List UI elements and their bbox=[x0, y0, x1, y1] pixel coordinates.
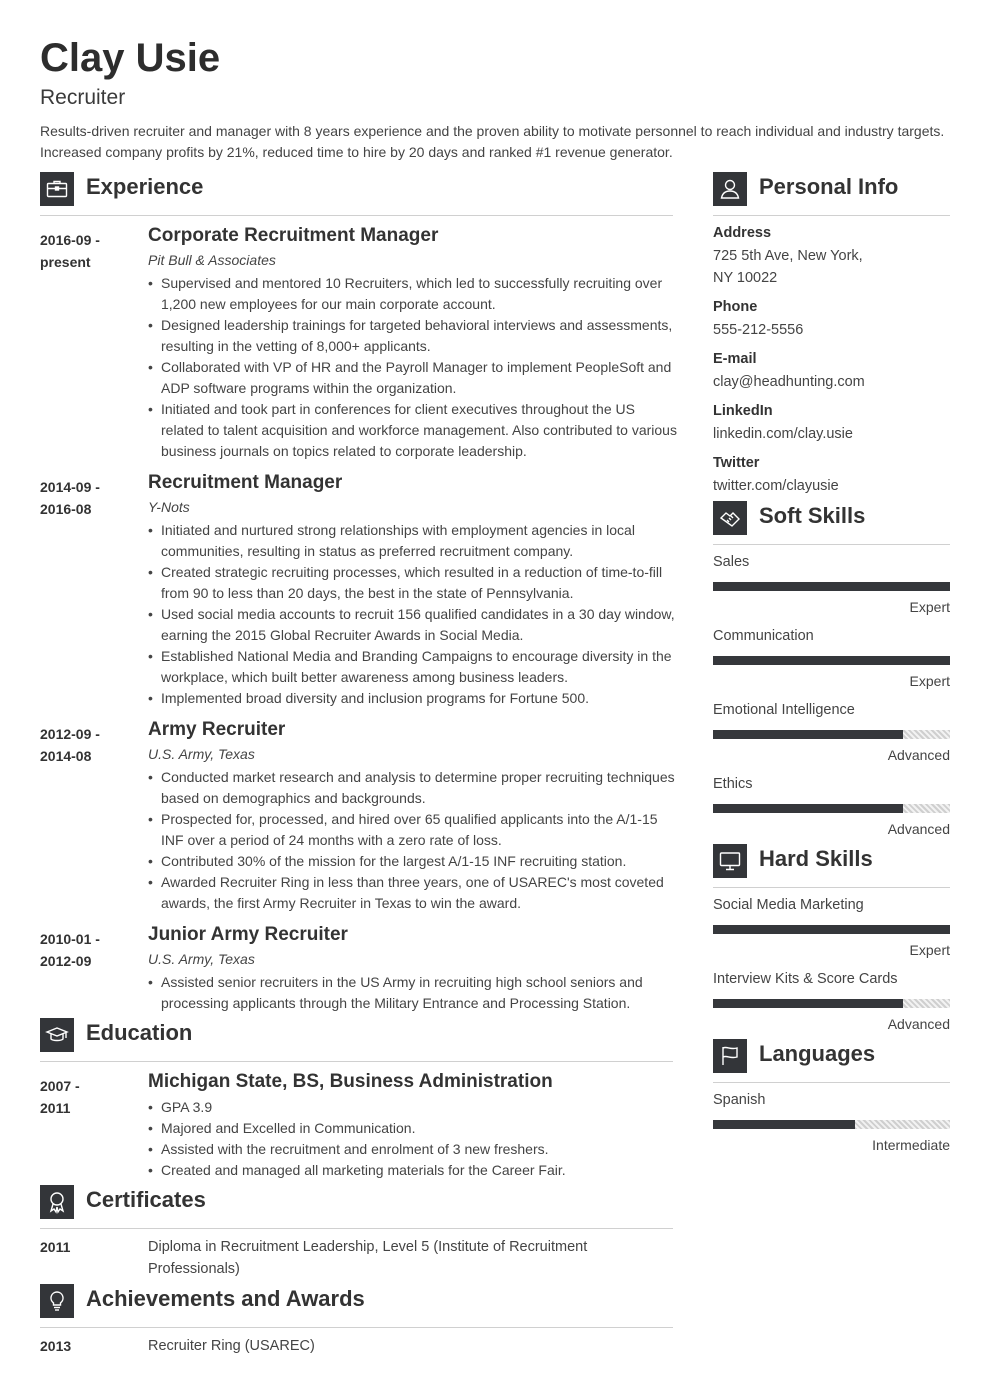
bullet: • Prospected for, processed, and hired over 65 qualified applicants into the A/1-15 INF over a period of 24 months with a zero rate of loss. bbox=[148, 809, 678, 851]
education-heading bbox=[40, 1018, 673, 1054]
bullet: • Used social media accounts to recruit 156 qualified candidates in a 30 day window, earning the 2015 Global Recruiter Awards in Social Media. bbox=[148, 604, 678, 646]
skill-level: Advanced bbox=[887, 1016, 950, 1032]
experience-rule bbox=[40, 215, 673, 216]
personal-info-heading bbox=[713, 172, 950, 208]
language-bar bbox=[713, 1120, 950, 1129]
twitter-value: twitter.com/clayusie bbox=[713, 478, 839, 494]
candidate-name: Clay Usie bbox=[40, 36, 221, 80]
skill-bar-fill bbox=[713, 656, 950, 665]
skill-bar bbox=[713, 999, 950, 1008]
user-icon bbox=[713, 172, 747, 206]
bullet: • Assisted senior recruiters in the US Army in recruiting high school seniors and processing applicants through the Military Entrance and Processing Station. bbox=[148, 972, 678, 1014]
job-bullets bbox=[148, 972, 678, 1014]
personal-info-title: Personal Info bbox=[759, 174, 899, 199]
flag-icon bbox=[713, 1039, 747, 1073]
date-start: 2014-09 - bbox=[40, 479, 100, 495]
skill-name: Communication bbox=[713, 628, 814, 644]
achievement-text: Recruiter Ring (USAREC) bbox=[148, 1338, 315, 1354]
personal-info-rule bbox=[713, 215, 950, 216]
bullet: • Conducted market research and analysis to determine proper recruiting techniques based on demographics and backgrounds. bbox=[148, 767, 678, 809]
skill-bar-fill bbox=[713, 582, 950, 591]
certificates-rule bbox=[40, 1228, 673, 1229]
languages-title: Languages bbox=[759, 1041, 876, 1066]
address-label: Address bbox=[713, 225, 772, 241]
skill-bar-fill bbox=[713, 999, 903, 1008]
job-bullets bbox=[148, 767, 678, 914]
company-name: Y-Nots bbox=[148, 499, 190, 515]
skill-name: Interview Kits & Score Cards bbox=[713, 971, 898, 987]
job-title: Recruitment Manager bbox=[148, 472, 343, 493]
hard-skills-title: Hard Skills bbox=[759, 846, 873, 871]
skill-level: Expert bbox=[909, 942, 950, 958]
experience-heading bbox=[40, 172, 673, 208]
company-name: Pit Bull & Associates bbox=[148, 252, 276, 268]
entry-date bbox=[40, 928, 140, 972]
soft-skills-list bbox=[713, 554, 950, 844]
skill-level: Expert bbox=[909, 599, 950, 615]
skill-level: Advanced bbox=[887, 747, 950, 763]
certificates-heading bbox=[40, 1185, 673, 1221]
bullet: • Awarded Recruiter Ring in less than three years, one of USAREC's most coveted awards, the first Army Recruiter in Texas to win the award. bbox=[148, 872, 678, 914]
phone-label: Phone bbox=[713, 299, 758, 315]
address-line2: NY 10022 bbox=[713, 270, 778, 286]
award-ribbon-icon bbox=[40, 1185, 74, 1219]
date-start: 2010-01 - bbox=[40, 931, 100, 947]
skill-level: Advanced bbox=[887, 821, 950, 837]
personal-info bbox=[713, 225, 950, 495]
education-bullets bbox=[148, 1097, 678, 1181]
bullet: • Assisted with the recruitment and enrolment of 3 new freshers. bbox=[148, 1139, 678, 1160]
education-rule bbox=[40, 1061, 673, 1062]
briefcase-icon bbox=[40, 172, 74, 206]
handshake-icon bbox=[713, 501, 747, 535]
entry-date bbox=[40, 723, 140, 767]
phone-value: 555-212-5556 bbox=[713, 322, 804, 338]
bullet: • Contributed 30% of the mission for the largest A/1-15 INF recruiting station. bbox=[148, 851, 678, 872]
bullet: • Supervised and mentored 10 Recruiters, which led to successfully recruiting over 1,200 new employees for our main corporate account. bbox=[148, 273, 678, 315]
bullet: • Created and managed all marketing materials for the Career Fair. bbox=[148, 1160, 678, 1181]
graduation-cap-icon bbox=[40, 1018, 74, 1052]
skill-bar bbox=[713, 925, 950, 934]
job-title: Army Recruiter bbox=[148, 719, 286, 740]
skill-bar bbox=[713, 582, 950, 591]
skill-name: Sales bbox=[713, 554, 750, 570]
achievements-title: Achievements and Awards bbox=[86, 1286, 365, 1311]
bullet: • Designed leadership trainings for targeted behavioral interviews and assessments, resulting in the vetting of 8,000+ applicants. bbox=[148, 315, 678, 357]
skill-bar-fill bbox=[713, 925, 950, 934]
education-title: Education bbox=[86, 1020, 193, 1045]
certificate-text: Diploma in Recruitment Leadership, Level 5 (Institute of Recruitment Professionals) bbox=[148, 1239, 588, 1277]
summary: Results-driven recruiter and manager with 8 years experience and the proven ability to motivate personnel to reach individual and industry targets. Increased company profits by 21%, reduced time to hire by 20 days and ranked #1 revenue generator. bbox=[40, 123, 945, 160]
languages-rule bbox=[713, 1082, 950, 1083]
skill-bar bbox=[713, 656, 950, 665]
lightbulb-icon bbox=[40, 1284, 74, 1318]
job-bullets bbox=[148, 520, 678, 709]
job-title: Corporate Recruitment Manager bbox=[148, 225, 439, 246]
language-bar-fill bbox=[713, 1120, 855, 1129]
skill-level: Expert bbox=[909, 673, 950, 689]
skill-bar bbox=[713, 730, 950, 739]
bullet: • Initiated and took part in conferences for client executives throughout the US related to talent acquisition and workforce management. Also contributed to various business journals on topics related to corporate leadership. bbox=[148, 399, 678, 462]
date-end: 2016-08 bbox=[40, 501, 92, 517]
bullet: • Implemented broad diversity and inclusion programs for Fortune 500. bbox=[148, 688, 678, 709]
certificates-title: Certificates bbox=[86, 1187, 206, 1212]
company-name: U.S. Army, Texas bbox=[148, 746, 255, 762]
soft-skills-rule bbox=[713, 544, 950, 545]
degree-title: Michigan State, BS, Business Administration bbox=[148, 1071, 553, 1092]
date-end: present bbox=[40, 254, 91, 270]
date-end: 2011 bbox=[40, 1100, 71, 1116]
entry-date bbox=[40, 229, 140, 273]
candidate-title: Recruiter bbox=[40, 86, 126, 109]
language-level: Intermediate bbox=[872, 1137, 950, 1153]
bullet: • Initiated and nurtured strong relationships with employment agencies in local communities, resulting in status as preferred recruitment company. bbox=[148, 520, 678, 562]
date-start: 2012-09 - bbox=[40, 726, 100, 742]
soft-skills-title: Soft Skills bbox=[759, 503, 866, 528]
skill-name: Ethics bbox=[713, 776, 753, 792]
languages-list bbox=[713, 1092, 950, 1162]
twitter-label: Twitter bbox=[713, 455, 760, 471]
address-line1: 725 5th Ave, New York, bbox=[713, 248, 863, 264]
bullet: • GPA 3.9 bbox=[148, 1097, 678, 1118]
hard-skills-list bbox=[713, 897, 950, 1037]
bullet: • Created strategic recruiting processes, which resulted in a reduction of time-to-fill from 90 to less than 20 days, the best in the state of Pennsylvania. bbox=[148, 562, 678, 604]
job-bullets bbox=[148, 273, 678, 462]
job-title: Junior Army Recruiter bbox=[148, 924, 348, 945]
achievements-heading bbox=[40, 1284, 673, 1320]
language-name: Spanish bbox=[713, 1092, 766, 1108]
linkedin-label: LinkedIn bbox=[713, 403, 773, 419]
bullet: • Majored and Excelled in Communication. bbox=[148, 1118, 678, 1139]
entry-date bbox=[40, 1075, 140, 1119]
monitor-icon bbox=[713, 844, 747, 878]
languages-heading bbox=[713, 1039, 950, 1075]
entry-date: 2011 bbox=[40, 1239, 71, 1255]
experience-title: Experience bbox=[86, 174, 204, 199]
skill-bar-fill bbox=[713, 804, 903, 813]
skill-bar bbox=[713, 804, 950, 813]
achievements-rule bbox=[40, 1327, 673, 1328]
linkedin-value: linkedin.com/clay.usie bbox=[713, 426, 853, 442]
email-value: clay@headhunting.com bbox=[713, 374, 865, 390]
date-end: 2014-08 bbox=[40, 748, 92, 764]
soft-skills-heading bbox=[713, 501, 950, 537]
bullet: • Collaborated with VP of HR and the Payroll Manager to implement PeopleSoft and ADP software programs within the organization. bbox=[148, 357, 678, 399]
skill-name: Emotional Intelligence bbox=[713, 702, 855, 718]
hard-skills-heading bbox=[713, 844, 950, 880]
company-name: U.S. Army, Texas bbox=[148, 951, 255, 967]
skill-bar-fill bbox=[713, 730, 903, 739]
date-end: 2012-09 bbox=[40, 953, 92, 969]
skill-name: Social Media Marketing bbox=[713, 897, 864, 913]
entry-date bbox=[40, 476, 140, 520]
date-start: 2007 - bbox=[40, 1078, 80, 1094]
date-start: 2016-09 - bbox=[40, 232, 100, 248]
hard-skills-rule bbox=[713, 887, 950, 888]
entry-date: 2013 bbox=[40, 1338, 72, 1354]
email-label: E-mail bbox=[713, 351, 757, 367]
bullet: • Established National Media and Branding Campaigns to encourage diversity in the workplace, which built better awareness among business leaders. bbox=[148, 646, 678, 688]
